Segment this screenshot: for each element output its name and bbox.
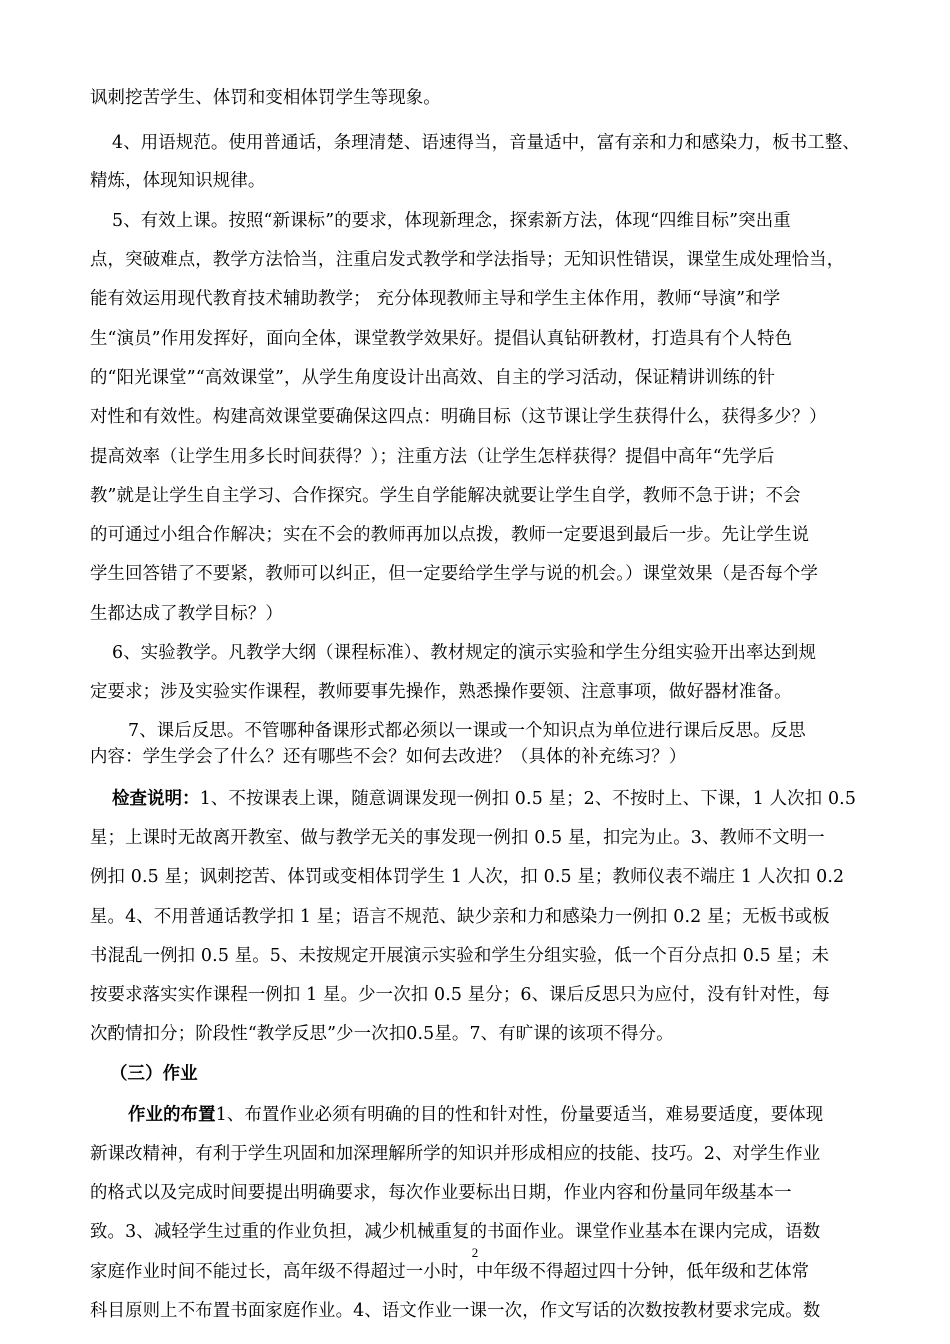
paragraph-line: 星；上课时无故离开教室、做与教学无关的事发现一例扣 0.5 星，扣完为止。3、教师不文明一 <box>90 828 825 848</box>
section-heading: （三）作业 <box>110 1064 198 1084</box>
paragraph-line: 7、课后反思。不管哪种备课形式都必须以一课或一个知识点为单位进行课后反思。反思 <box>128 721 806 741</box>
paragraph-line: 5、有效上课。按照“新课标”的要求，体现新理念，探索新方法，体现“四维目标”突出重 <box>112 211 791 231</box>
paragraph-text: 1、布置作业必须有明确的目的性和针对性，份量要适当，难易要适度，要体现 <box>215 1105 824 1125</box>
paragraph-line: 学生回答错了不要紧，教师可以纠正，但一定要给学生学与说的机会。）课堂效果（是否每个学 <box>90 564 819 584</box>
paragraph-line: 提高效率（让学生用多长时间获得？）；注重方法（让学生怎样获得？提倡中高年“先学后 <box>90 447 775 467</box>
paragraph-line: 4、用语规范。使用普通话，条理清楚、语速得当，音量适中，富有亲和力和感染力，板书工整、 <box>112 133 860 153</box>
paragraph-line: 新课改精神，有利于学生巩固和加深理解所学的知识并形成相应的技能、技巧。2、对学生作业 <box>90 1144 821 1164</box>
paragraph-line: 的可通过小组合作解决；实在不会的教师再加以点拨，教师一定要退到最后一步。先让学生说 <box>90 525 810 545</box>
page-number: 2 <box>471 1245 479 1260</box>
paragraph-line: 书混乱一例扣 0.5 星。5、未按规定开展演示实验和学生分组实验，低一个百分点扣 0.5 星；未 <box>90 946 830 966</box>
paragraph-line: 按要求落实实作课程一例扣 1 星。少一次扣 0.5 星分；6、课后反思只为应付，没有针对性，每 <box>90 985 830 1005</box>
paragraph-line: 家庭作业时间不能过长，高年级不得超过一小时，中年级不得超过四十分钟，低年级和艺体常 <box>90 1262 810 1282</box>
paragraph-line: 生“演员”作用发挥好，面向全体，课堂教学效果好。提倡认真钻研教材，打造具有个人特色 <box>90 329 793 349</box>
paragraph-line: 6、实验教学。凡教学大纲（课程标准）、教材规定的演示实验和学生分组实验开出率达到规 <box>112 643 817 663</box>
paragraph-text: 1、不按课表上课，随意调课发现一例扣 0.5 星；2、不按时上、下课，1 人次扣 0.5 <box>199 789 857 809</box>
homework-line <box>128 1100 872 1130</box>
paragraph-line: 精炼，体现知识规律。 <box>90 171 266 191</box>
paragraph-line: 科目原则上不布置书面家庭作业。4、语文作业一课一次，作文写话的次数按教材要求完成。数 <box>90 1301 821 1321</box>
paragraph-line: 的“阳光课堂”“高效课堂”，从学生角度设计出高效、自主的学习活动，保证精讲训练的针 <box>90 368 776 388</box>
paragraph-line: 对性和有效性。构建高效课堂要确保这四点：明确目标（这节课让学生获得什么，获得多少？） <box>90 407 827 427</box>
paragraph-line: 定要求；涉及实验实作课程，教师要事先操作，熟悉操作要领、注意事项，做好器材准备。 <box>90 682 792 702</box>
paragraph-line: 生都达成了教学目标？） <box>90 604 283 624</box>
check-note-line <box>112 784 872 814</box>
paragraph-line: 致。3、减轻学生过重的作业负担，减少机械重复的书面作业。课堂作业基本在课内完成，语数 <box>90 1222 821 1242</box>
paragraph-line: 讽刺挖苦学生、体罚和变相体罚学生等现象。 <box>90 88 441 108</box>
paragraph-line: 的格式以及完成时间要提出明确要求，每次作业要标出日期，作业内容和份量同年级基本一 <box>90 1183 792 1203</box>
paragraph-line: 能有效运用现代教育技术辅助教学； 充分体现教师主导和学生主体作用，教师“导演”和学 <box>90 289 781 309</box>
check-note-label: 检查说明： <box>112 789 200 809</box>
paragraph-line: 星。4、不用普通话教学扣 1 星；语言不规范、缺少亲和力和感染力一例扣 0.2 星；无板书或板 <box>90 907 830 927</box>
paragraph-line: 次酌情扣分；阶段性“教学反思”少一次扣0.5星。7、有旷课的该项不得分。 <box>90 1024 674 1044</box>
paragraph-line: 例扣 0.5 星；讽刺挖苦、体罚或变相体罚学生 1 人次，扣 0.5 星；教师仪表不端庄 1 人次扣 0.2 <box>90 867 845 887</box>
paragraph-line: 点，突破难点，教学方法恰当，注重启发式教学和学法指导；无知识性错误，课堂生成处理恰当， <box>90 250 845 270</box>
paragraph-line: 教”就是让学生自主学习、合作探究。学生自学能解决就要让学生自学，教师不急于讲；不会 <box>90 486 801 506</box>
homework-assign-label: 作业的布置 <box>128 1105 216 1125</box>
paragraph-line: 内容：学生学会了什么？还有哪些不会？如何去改进？（具体的补充练习？） <box>90 747 687 767</box>
